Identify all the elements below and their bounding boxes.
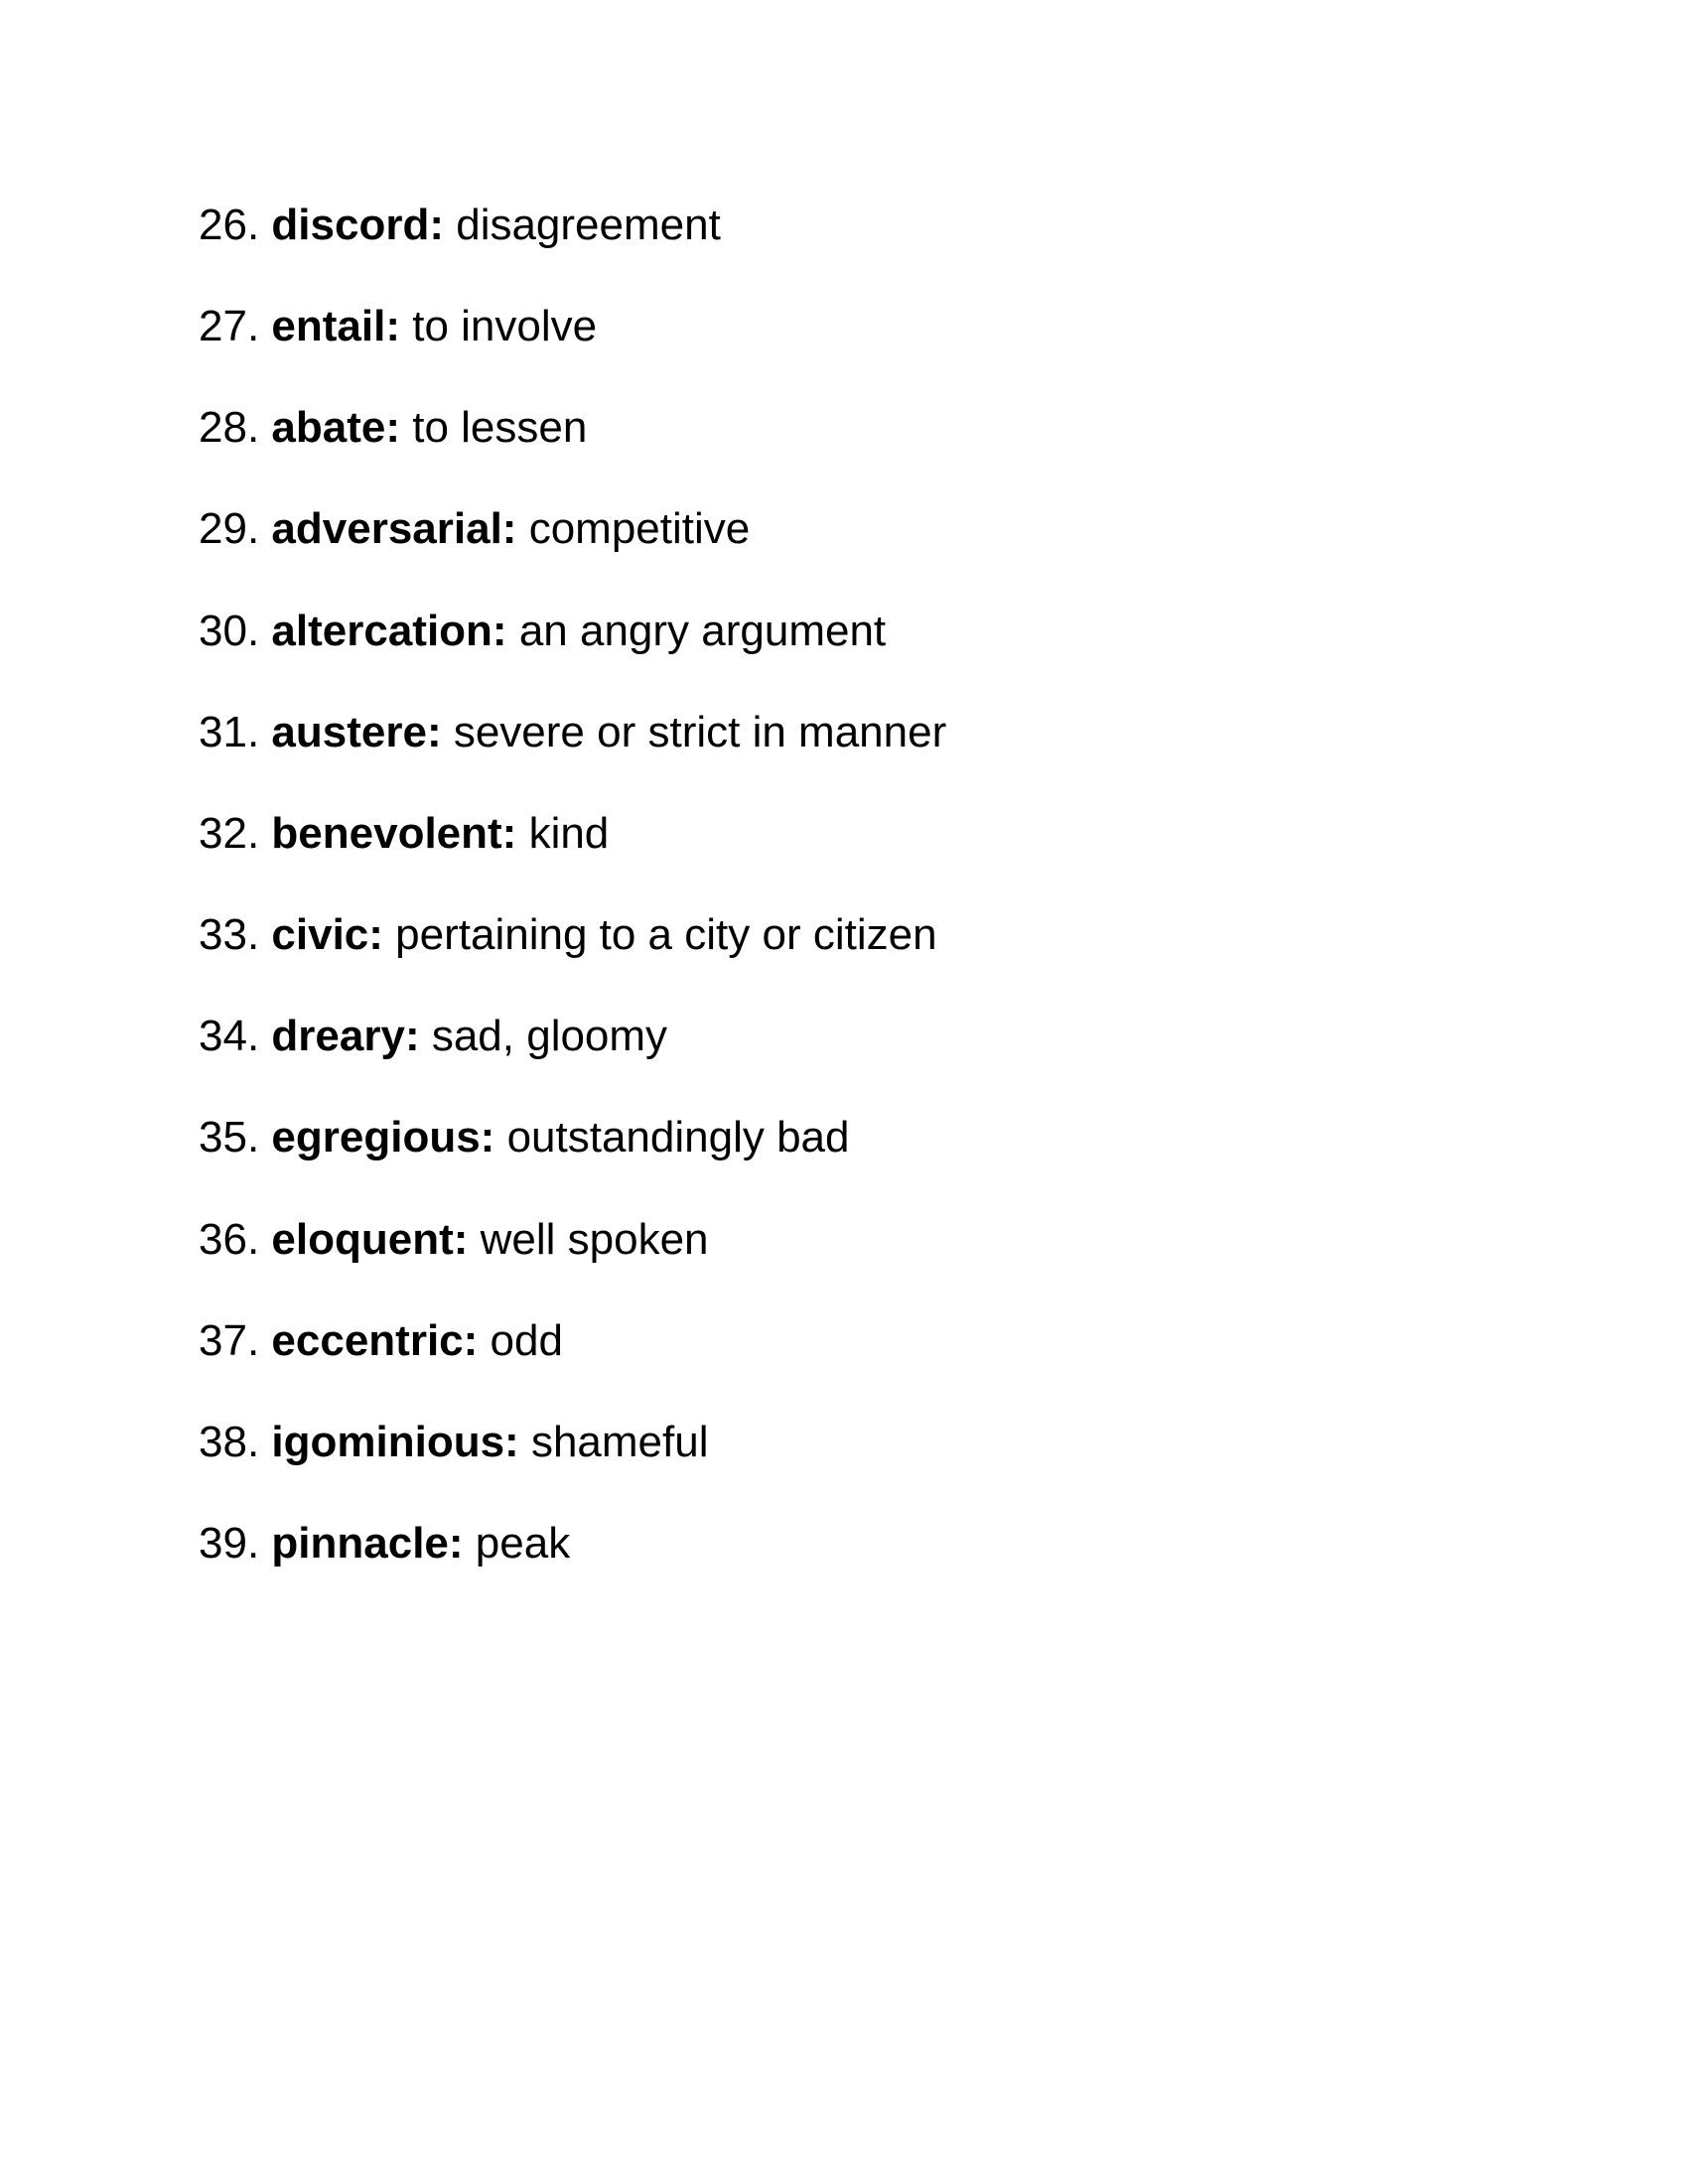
vocab-definition: odd xyxy=(490,1315,563,1365)
list-item xyxy=(199,377,946,478)
vocab-term: discord: xyxy=(271,201,444,249)
vocab-definition: kind xyxy=(528,808,610,858)
item-number: 30. xyxy=(199,606,260,655)
list-item xyxy=(199,986,946,1087)
vocab-definition: pertaining to a city or citizen xyxy=(395,910,937,960)
vocab-definition: competitive xyxy=(528,504,751,554)
list-item xyxy=(199,175,946,276)
list-item xyxy=(199,1291,946,1392)
list-item xyxy=(199,1493,946,1594)
item-number: 26. xyxy=(199,201,260,249)
vocab-definition: disagreement xyxy=(456,201,721,249)
vocab-definition: severe or strict in manner xyxy=(453,707,947,756)
vocab-term: eloquent: xyxy=(271,1214,469,1264)
vocab-term: dreary: xyxy=(271,1012,420,1061)
vocab-term: egregious: xyxy=(271,1113,495,1162)
vocab-definition: to involve xyxy=(412,302,598,351)
item-number: 38. xyxy=(199,1417,260,1466)
list-item xyxy=(199,478,946,580)
vocab-definition: outstandingly bad xyxy=(506,1113,850,1162)
item-number: 35. xyxy=(199,1113,260,1162)
item-number: 37. xyxy=(199,1315,260,1365)
list-item xyxy=(199,1087,946,1188)
item-number: 36. xyxy=(199,1214,260,1264)
vocab-term: pinnacle: xyxy=(271,1519,464,1569)
vocab-term: benevolent: xyxy=(271,808,517,858)
list-item xyxy=(199,1189,946,1291)
item-number: 31. xyxy=(199,707,260,756)
vocab-term: abate: xyxy=(271,403,400,453)
vocab-term: civic: xyxy=(271,910,383,960)
item-number: 32. xyxy=(199,808,260,858)
vocab-term: austere: xyxy=(271,707,442,756)
item-number: 29. xyxy=(199,504,260,554)
vocabulary-list xyxy=(199,175,946,1594)
vocab-definition: shameful xyxy=(530,1417,709,1466)
vocab-term: altercation: xyxy=(271,606,507,655)
item-number: 27. xyxy=(199,302,260,351)
list-item xyxy=(199,783,946,885)
list-item xyxy=(199,1392,946,1493)
item-number: 28. xyxy=(199,403,260,453)
vocab-term: entail: xyxy=(271,302,400,351)
vocab-definition: to lessen xyxy=(412,403,588,453)
vocab-term: eccentric: xyxy=(271,1315,479,1365)
vocab-definition: sad, gloomy xyxy=(431,1012,668,1061)
list-item xyxy=(199,581,946,682)
vocab-definition: well spoken xyxy=(480,1214,709,1264)
item-number: 39. xyxy=(199,1519,260,1569)
vocab-term: igominious: xyxy=(271,1417,519,1466)
item-number: 34. xyxy=(199,1012,260,1061)
list-item xyxy=(199,682,946,783)
list-item xyxy=(199,276,946,377)
item-number: 33. xyxy=(199,910,260,960)
vocab-definition: an angry argument xyxy=(518,606,887,655)
list-item xyxy=(199,885,946,986)
vocab-term: adversarial: xyxy=(271,504,517,554)
vocab-definition: peak xyxy=(475,1519,571,1569)
